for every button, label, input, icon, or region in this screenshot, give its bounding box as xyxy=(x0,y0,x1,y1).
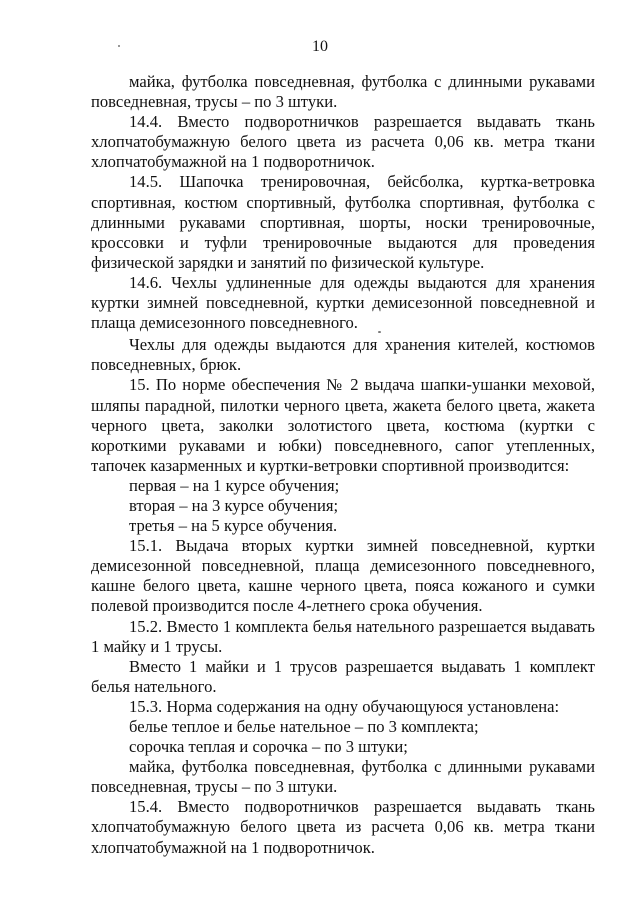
paragraph: вторая – на 3 курсе обучения; xyxy=(129,495,339,515)
body-text xyxy=(91,72,595,858)
paragraph: 15.4. Вместо подворотничков разрешается выдавать ткань хлопчатобумажную белого цвета из расчета 0,06 кв. метра ткани хлопчатобумажной на 1 подворотничок. xyxy=(91,797,595,857)
page-number: 10 xyxy=(312,38,328,55)
paragraph: майка, футболка повседневная, футболка с длинными рукавами повседневная, трусы – по 3 штуки. xyxy=(91,72,595,112)
paragraph: 14.5. Шапочка тренировочная, бейсболка, куртка-ветровка спортивная, костюм спортивный, футболка спортивная, футболка с длинными рукавами спортивная, шорты, носки тренировочные, кроссовки и туфли тренировочные выдаются для проведения физической зарядки и занятий по физической культуре. xyxy=(91,172,595,272)
paragraph: белье теплое и белье нательное – по 3 комплекта; xyxy=(129,717,479,736)
paragraph: 15.2. Вместо 1 комплекта белья нательного разрешается выдавать 1 майку и 1 трусы. xyxy=(91,616,595,656)
paragraph: майка, футболка повседневная, футболка с длинными рукавами повседневная, трусы – по 3 штуки. xyxy=(91,757,595,797)
paragraph: сорочка теплая и сорочка – по 3 штуки; xyxy=(129,737,408,757)
paragraph: 15.1. Выдача вторых куртки зимней повседневной, куртки демисезонной повседневной, плаща демисезонного повседневного, кашне белого цвета, кашне черного цвета, пояса кожаного и сумки полевой производится после 4-летнего срока обучения. xyxy=(91,536,595,616)
paragraph: 15.3. Норма содержания на одну обучающуюся установлена: xyxy=(129,696,560,716)
paragraph: Вместо 1 майки и 1 трусов разрешается выдавать 1 комплект белья нательного. xyxy=(91,656,595,696)
paragraph: третья – на 5 курсе обучения. xyxy=(129,516,338,536)
paragraph: 14.4. Вместо подворотничков разрешается выдавать ткань хлопчатобумажную белого цвета из расчета 0,06 кв. метра ткани хлопчатобумажной на 1 подворотничок. xyxy=(91,112,595,172)
paragraph: первая – на 1 курсе обучения; xyxy=(129,475,340,495)
scan-speck xyxy=(378,331,381,333)
paragraph: Чехлы для одежды выдаются для хранения кителей, костюмов повседневных, брюк. xyxy=(91,335,595,375)
paragraph: 14.6. Чехлы удлиненные для одежды выдаются для хранения куртки зимней повседневной, куртки демисезонной повседневной и плаща демисезонного повседневного. xyxy=(91,272,595,333)
paragraph: 15. По норме обеспечения № 2 выдача шапки-ушанки меховой, шляпы парадной, пилотки черного цвета, жакета белого цвета, жакета черного цвета, заколки золотистого цвета, костюма (куртки с короткими рукавами и юбки) повседневного, сапог утепленных, тапочек казарменных и куртки-ветровки спортивной производится: xyxy=(91,375,595,475)
scan-speck xyxy=(118,45,120,47)
